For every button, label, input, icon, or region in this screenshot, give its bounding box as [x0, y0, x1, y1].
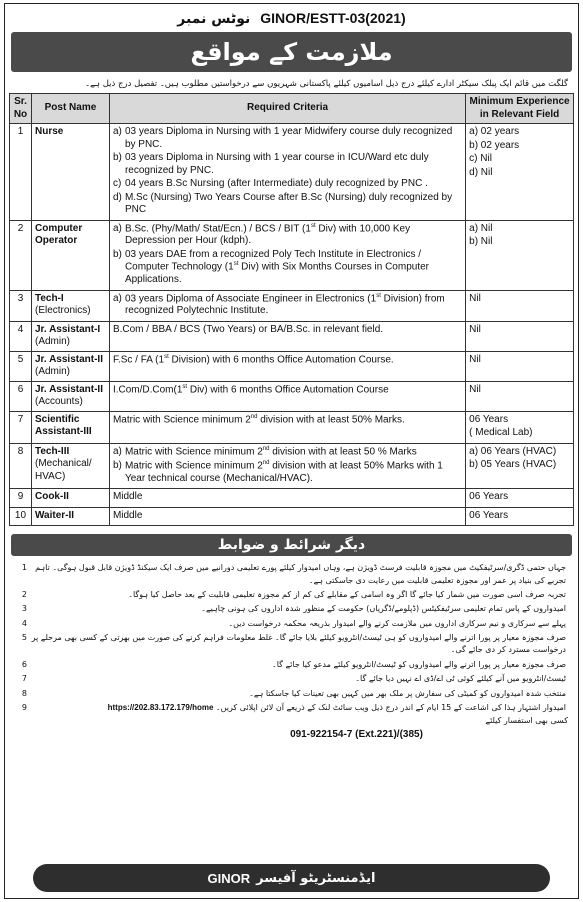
condition-body: تجربہ صرف اسی صورت میں شمار کیا جائے گا اگر وہ اسامی کے مقابلے کی کم از کم مجوزہ تعلیمی قابلیت کے بعد حاصل کیا ہوگا۔ [128, 589, 566, 599]
criteria-letter: b) [112, 459, 122, 471]
post-title: Jr. Assistant-I [34, 323, 101, 335]
criteria-text: 03 years DAE from a recognized Poly Tech Institute in Electronics / Computer Technology (1st Div) with Six Months Courses in Computer Applications. [124, 248, 429, 286]
criteria-item [113, 192, 462, 217]
condition-number: 4 [21, 618, 27, 628]
row-sr: 1 [10, 124, 32, 221]
condition-item [13, 603, 570, 615]
criteria-text: Matric with Science minimum 2nd division with at least 50% Marks with 1 Year technical course (Mechanical/HVAC). [124, 459, 443, 484]
row-sr: 10 [10, 507, 32, 526]
header-criteria: Required Criteria [109, 94, 465, 124]
experience-item: 06 Years [469, 509, 509, 521]
row-experience [466, 381, 574, 411]
condition-item [13, 562, 570, 587]
experience-item: b) 05 Years (HVAC) [469, 459, 557, 471]
row-criteria [109, 411, 465, 443]
experience-item: Nil [469, 353, 481, 365]
experience-item: ( Medical Lab) [469, 427, 533, 439]
condition-text [27, 659, 570, 671]
experience-item: Nil [469, 323, 481, 335]
row-sr: 6 [10, 381, 32, 411]
criteria-text: I.Com/D.Com(1st Div) with 6 months Office Automation Course [112, 383, 389, 396]
post-title: Jr. Assistant-II [34, 353, 103, 365]
criteria-item [113, 249, 462, 287]
condition-body: صرف مجوزہ معیار پر پورا اترنے والے امیدواروں کو ٹیسٹ/انٹرویو کیلئے مدعو کیا جائے گا۔ [272, 659, 566, 669]
condition-text [27, 603, 570, 615]
condition-body: پہلے سے سرکاری و نیم سرکاری اداروں میں ملازمت کرنے والے امیدوار بذریعہ محکمہ درخواست دیں۔ [228, 618, 566, 628]
criteria-item [113, 223, 462, 248]
table-row [10, 381, 574, 411]
criteria-item [113, 460, 462, 485]
condition-body: صرف مجوزہ معیار پر پورا اترنے والے امیدواروں کو ہی ٹیسٹ/انٹرویو کیلئے بلایا جائے گا۔ غلط معلومات فراہم کرنے کی صورت میں بھرتی کے کسی بھی مرحلے پر درخواست مسترد کر دی جائے گی۔ [31, 633, 566, 655]
row-post-name [31, 507, 109, 526]
condition-number: 7 [21, 674, 27, 684]
row-post-name [31, 443, 109, 488]
experience-item: b) 02 years [469, 139, 520, 151]
post-title: Scientific Assistant-III [34, 413, 92, 438]
row-criteria [109, 220, 465, 290]
table-row [10, 220, 574, 290]
row-experience [466, 443, 574, 488]
row-experience [466, 321, 574, 351]
row-criteria [109, 290, 465, 321]
criteria-item [113, 491, 462, 504]
condition-number: 9 [21, 703, 27, 713]
criteria-text: F.Sc / FA (1st Division) with 6 months Office Automation Course. [112, 353, 394, 366]
conditions-title: دیگر شرائط و ضوابط [11, 534, 572, 556]
criteria-text: B.Sc. (Phy/Math/ Stat/Ecn.) / BCS / BIT (1st Div) with 10,000 Key Depression per Hour (kdph). [124, 222, 411, 247]
condition-item [13, 632, 570, 657]
contact-phone: 091-922154-7 (Ext.221)/(385) [290, 729, 423, 741]
post-title: Tech-III [34, 445, 70, 457]
criteria-letter: a) [112, 222, 122, 234]
criteria-letter: a) [112, 126, 122, 137]
row-criteria [109, 124, 465, 221]
condition-item [13, 618, 570, 630]
criteria-item [113, 510, 462, 523]
criteria-letter: a) [112, 292, 122, 304]
condition-item [13, 673, 570, 685]
post-title: Computer Operator [34, 222, 83, 246]
condition-item [13, 688, 570, 700]
condition-text [27, 618, 570, 630]
row-criteria [109, 381, 465, 411]
condition-text [27, 632, 570, 657]
notice-header [5, 4, 578, 32]
row-criteria [109, 351, 465, 381]
row-criteria [109, 443, 465, 488]
header-experience: Minimum Experience in Relevant Field [466, 94, 574, 124]
table-row [10, 290, 574, 321]
criteria-text: Matric with Science minimum 2nd division with at least 50% Marks. [112, 413, 405, 426]
row-experience [466, 411, 574, 443]
criteria-item [113, 354, 462, 367]
condition-text [27, 589, 570, 601]
jobs-table-body [10, 124, 574, 526]
criteria-item [113, 384, 462, 397]
condition-body: ٹیسٹ/انٹرویو میں آنے کیلئے کوئی ٹی اے/ڈی اے نہیں دیا جائے گا۔ [355, 674, 566, 684]
condition-text [27, 688, 570, 700]
experience-item: 06 Years [469, 413, 509, 425]
criteria-text: M.Sc (Nursing) Two Years Course after B.Sc (Nursing) duly recognized by PNC [124, 191, 453, 215]
jobs-banner: ملازمت کے مواقع [11, 32, 572, 72]
table-row [10, 351, 574, 381]
criteria-letter: c) [112, 178, 122, 189]
row-experience [466, 351, 574, 381]
condition-body: امیدوار اشتہار ہذا کی اشاعت کے 15 ایام کے اندر درج ذیل ویب سائٹ لنک کے ذریعے آن لائن اپلائی کریں۔ [215, 703, 566, 713]
post-title: Nurse [34, 126, 64, 137]
row-post-name [31, 321, 109, 351]
footer-officer: ایڈمنسٹریٹو آفیسر [256, 870, 376, 886]
post-title: Cook-II [34, 491, 69, 503]
row-post-name [31, 351, 109, 381]
criteria-item [113, 446, 462, 459]
jobs-table [9, 93, 574, 526]
criteria-text: 04 years B.Sc Nursing (after Intermediate) duly recognized by PNC . [124, 178, 428, 189]
table-row [10, 411, 574, 443]
post-subtitle: (Admin) [34, 336, 70, 348]
condition-item [13, 702, 570, 714]
post-subtitle: (Electronics) [34, 305, 91, 317]
row-experience [466, 489, 574, 508]
criteria-text: 03 years Diploma of Associate Engineer in Electronics (1st Division) from recognized Polytechnic Institute. [124, 292, 445, 317]
criteria-text: 03 years Diploma in Nursing with 1 year course in ICU/Ward etc duly recognized by PNC. [124, 152, 429, 176]
condition-body: امیدواروں کے پاس تمام تعلیمی سرٹیفکیٹس (ڈپلومے/ڈگریاں) حکومت کے منظور شدہ اداروں کی ہونی چاہیے۔ [201, 604, 566, 614]
table-row [10, 124, 574, 221]
contact-label: کسی بھی استفسار کیلئے [485, 716, 568, 726]
post-subtitle: (Accounts) [34, 396, 83, 408]
criteria-text: 03 years Diploma in Nursing with 1 year Midwifery course duly recognized by PNC. [124, 126, 453, 150]
criteria-text: B.Com / BBA / BCS (Two Years) or BA/B.Sc. in relevant field. [112, 323, 384, 335]
criteria-item [113, 126, 462, 151]
notice-reference: GINOR/ESTT-03(2021) [260, 10, 406, 26]
condition-number: 6 [21, 659, 27, 669]
intro-text: گلگت میں قائم ایک پبلک سیکٹر ادارے کیلئے درج ذیل اسامیوں کیلئے پاکستانی شہریوں سے درخواستیں مطلوب ہیں۔ تفصیل درج ذیل ہے۔ [85, 79, 568, 89]
post-title: Waiter-II [34, 509, 75, 521]
post-subtitle: (Mechanical/ HVAC) [34, 458, 92, 482]
table-row [10, 507, 574, 526]
criteria-item [113, 178, 462, 191]
condition-item [13, 659, 570, 671]
row-post-name [31, 220, 109, 290]
criteria-item [113, 324, 462, 337]
conditions-list [5, 560, 578, 714]
row-post-name [31, 411, 109, 443]
condition-item [13, 589, 570, 601]
condition-text [27, 673, 570, 685]
footer-signature [33, 864, 550, 892]
experience-item: d) Nil [469, 166, 493, 178]
header-post: Post Name [31, 94, 109, 124]
table-header-row [10, 94, 574, 124]
experience-item: 06 Years [469, 491, 509, 503]
row-criteria [109, 507, 465, 526]
criteria-text: Middle [112, 509, 143, 521]
row-post-name [31, 381, 109, 411]
criteria-letter: d) [112, 191, 122, 203]
table-row [10, 489, 574, 508]
notice-page [4, 3, 579, 899]
row-experience [466, 220, 574, 290]
experience-item: a) 06 Years (HVAC) [469, 445, 557, 457]
criteria-text: Matric with Science minimum 2nd division with at least 50 % Marks [124, 445, 417, 458]
criteria-letter: b) [112, 248, 122, 260]
experience-item: a) Nil [469, 222, 493, 234]
row-criteria [109, 489, 465, 508]
row-sr: 5 [10, 351, 32, 381]
row-sr: 8 [10, 443, 32, 488]
row-post-name [31, 290, 109, 321]
row-sr: 3 [10, 290, 32, 321]
criteria-item [113, 152, 462, 177]
row-post-name [31, 489, 109, 508]
row-post-name [31, 124, 109, 221]
experience-item: a) 02 years [469, 126, 520, 137]
row-sr: 7 [10, 411, 32, 443]
condition-number: 2 [21, 589, 27, 599]
apply-link[interactable]: https://202.83.172.179/home [107, 703, 214, 713]
row-criteria [109, 321, 465, 351]
post-subtitle: (Admin) [34, 366, 70, 378]
criteria-letter: a) [112, 445, 122, 457]
row-experience [466, 290, 574, 321]
criteria-item [113, 293, 462, 318]
criteria-item [113, 414, 462, 427]
condition-number: 5 [21, 633, 27, 643]
row-experience [466, 124, 574, 221]
footer-org: GINOR [207, 870, 251, 886]
table-row [10, 321, 574, 351]
experience-item: b) Nil [469, 236, 493, 247]
row-sr: 4 [10, 321, 32, 351]
criteria-letter: b) [112, 152, 122, 163]
condition-number: 3 [21, 604, 27, 614]
table-row [10, 443, 574, 488]
condition-number: 8 [21, 688, 27, 698]
condition-body: منتخب شدہ امیدواروں کو کمیٹی کی سفارش پر ملک بھر میں کہیں بھی تعینات کیا جاسکتا ہے۔ [249, 688, 566, 698]
row-sr: 2 [10, 220, 32, 290]
criteria-text: Middle [112, 491, 143, 503]
condition-text [27, 562, 570, 587]
row-experience [466, 507, 574, 526]
condition-number: 1 [21, 563, 27, 573]
header-sr: Sr. No [10, 94, 32, 124]
condition-text [27, 702, 570, 714]
condition-body: جہاں حتمی ڈگری/سرٹیفکیٹ میں مجوزہ قابلیت فرسٹ ڈویژن ہے، وہاں امیدوار کیلئے پورے تعلیمی دورانیے میں صرف ایک سیکنڈ ڈویژن قابل قبول ہوگی۔ تاہم تجربے کی بنیاد پر عمر اور مجوزہ تعلیمی قابلیت میں رعایت دی جاسکتی ہے۔ [35, 563, 566, 585]
post-title: Jr. Assistant-II [34, 383, 103, 395]
post-title: Tech-I [34, 292, 64, 304]
notice-number-label: نوٹس نمبر [177, 11, 251, 27]
experience-item: c) Nil [469, 153, 492, 164]
experience-item: Nil [469, 383, 481, 395]
row-sr: 9 [10, 489, 32, 508]
experience-item: Nil [469, 292, 481, 304]
